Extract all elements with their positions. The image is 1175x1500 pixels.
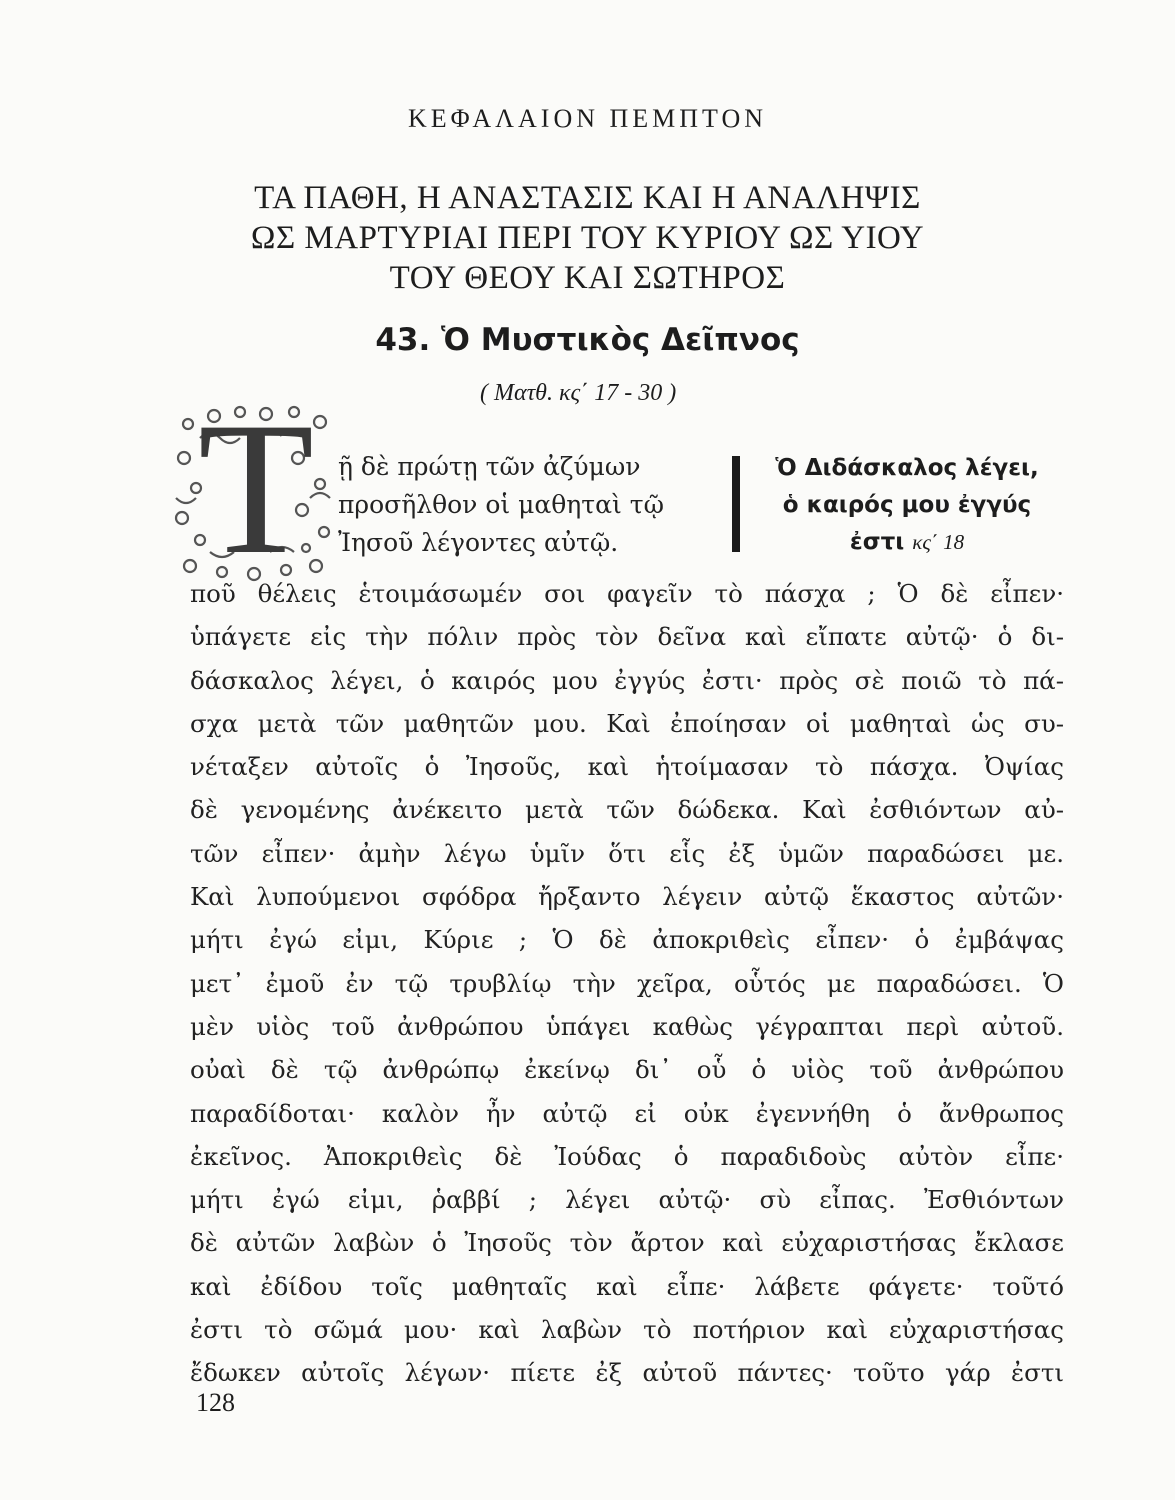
body-line: ἐκεῖνος. Ἀποκριθεὶς δὲ Ἰούδας ὁ παραδιδοὺς αὐτὸν εἶπε· (190, 1141, 1064, 1171)
drop-cap-letter: Τ (198, 384, 315, 594)
chapter-title-line: ΤΟΥ ΘΕΟΥ ΚΑΙ ΣΩΤΗΡΟΣ (389, 260, 786, 296)
margin-note-line (752, 524, 1062, 561)
intro-line: Ἰησοῦ λέγοντες αὐτῷ. (338, 528, 619, 557)
body-line: ποῦ θέλεις ἑτοιμάσωμέν σοι φαγεῖν τὸ πάσχα ; Ὁ δὲ εἶπεν· (190, 579, 1064, 608)
chapter-title-line: ΩΣ ΜΑΡΤΥΡΙΑΙ ΠΕΡΙ ΤΟΥ ΚΥΡΙΟΥ ΩΣ ΥΙΟΥ (250, 220, 925, 256)
section-title: 43. Ὁ Μυστικὸς Δεῖπνος (375, 322, 800, 358)
body-line: μὲν υἱὸς τοῦ ἀνθρώπου ὑπάγει καθὼς γέγραπται περὶ αὐτοῦ. (190, 1011, 1064, 1041)
body-text (190, 572, 1064, 1395)
body-line: τῶν εἶπεν· ἀμὴν λέγω ὑμῖν ὅτι εἷς ἐξ ὑμῶν παραδώσει με. (190, 838, 1064, 868)
ornamental-initial (170, 384, 338, 594)
body-line: ὑπάγετε εἰς τὴν πόλιν πρὸς τὸν δεῖνα καὶ εἴπατε αὐτῷ· ὁ δι- (190, 622, 1064, 652)
body-line: παραδίδοται· καλὸν ἦν αὐτῷ εἰ οὐκ ἐγεννήθη ὁ ἄνθρωπος (190, 1098, 1064, 1128)
chapter-title (0, 178, 1175, 298)
intro-line: προσῆλθον οἱ μαθηταὶ τῷ (338, 490, 664, 519)
body-line: καὶ ἐδίδου τοῖς μαθηταῖς καὶ εἶπε· λάβετε φάγετε· τοῦτό (190, 1271, 1064, 1301)
intro-line: ῇ δὲ πρώτῃ τῶν ἀζύμων (338, 452, 641, 481)
body-line: σχα μετὰ τῶν μαθητῶν μου. Καὶ ἐποίησαν οἱ μαθηταὶ ὡς συ- (190, 708, 1064, 738)
body-line: δὲ αὐτῶν λαβὼν ὁ Ἰησοῦς τὸν ἄρτον καὶ εὐχαριστήσας ἔκλασε (190, 1228, 1064, 1258)
chapter-label: ΚΕΦΑΛΑΙΟΝ ΠΕΜΠΤΟΝ (407, 104, 768, 133)
body-line: δὲ γενομένης ἀνέκειτο μετὰ τῶν δώδεκα. Καὶ ἐσθιόντων αὐ- (190, 795, 1064, 825)
body-line: μετ᾽ ἐμοῦ ἐν τῷ τρυβλίῳ τὴν χεῖρα, οὗτός με παραδώσει. Ὁ (190, 968, 1064, 998)
margin-note-line: Ὁ Διδάσκαλος λέγει, (775, 455, 1039, 481)
body-line: νέταξεν αὐτοῖς ὁ Ἰησοῦς, καὶ ἡτοίμασαν τὸ πάσχα. Ὀψίας (190, 752, 1064, 782)
page-number: 128 (196, 1388, 235, 1417)
margin-note (752, 450, 1062, 561)
body-line: οὐαὶ δὲ τῷ ἀνθρώπῳ ἐκείνῳ δι᾽ οὗ ὁ υἱὸς τοῦ ἀνθρώπου (190, 1055, 1064, 1085)
margin-rule (732, 456, 740, 552)
margin-note-text: ἐστι (849, 529, 905, 555)
body-line: ἔδωκεν αὐτοῖς λέγων· πίετε ἐξ αὐτοῦ πάντες· τοῦτο γάρ ἐστι (190, 1358, 1064, 1388)
body-line: δάσκαλος λέγει, ὁ καιρός μου ἐγγύς ἐστι· πρὸς σὲ ποιῶ τὸ πά- (190, 665, 1064, 695)
chapter-title-line: ΤΑ ΠΑΘΗ, Η ΑΝΑΣΤΑΣΙΣ ΚΑΙ Η ΑΝΑΛΗΨΙΣ (254, 180, 921, 216)
body-line: μήτι ἐγώ εἰμι, ῥαββί ; λέγει αὐτῷ· σὺ εἶπας. Ἐσθιόντων (190, 1185, 1064, 1215)
body-line: Καὶ λυπούμενοι σφόδρα ἤρξαντο λέγειν αὐτῷ ἕκαστος αὐτῶν· (190, 882, 1064, 912)
section-reference: ( Ματθ. κς΄ 17 - 30 ) (480, 380, 677, 406)
body-line: μήτι ἐγώ εἰμι, Κύριε ; Ὁ δὲ ἀποκριθεὶς εἶπεν· ὁ ἐμβάψας (190, 925, 1064, 955)
margin-note-reference: κς΄ 18 (912, 530, 965, 554)
body-line: ἐστι τὸ σῶμά μου· καὶ λαβὼν τὸ ποτήριον καὶ εὐχαριστήσας (190, 1315, 1064, 1345)
margin-note-line: ὁ καιρός μου ἐγγύς (782, 492, 1032, 518)
